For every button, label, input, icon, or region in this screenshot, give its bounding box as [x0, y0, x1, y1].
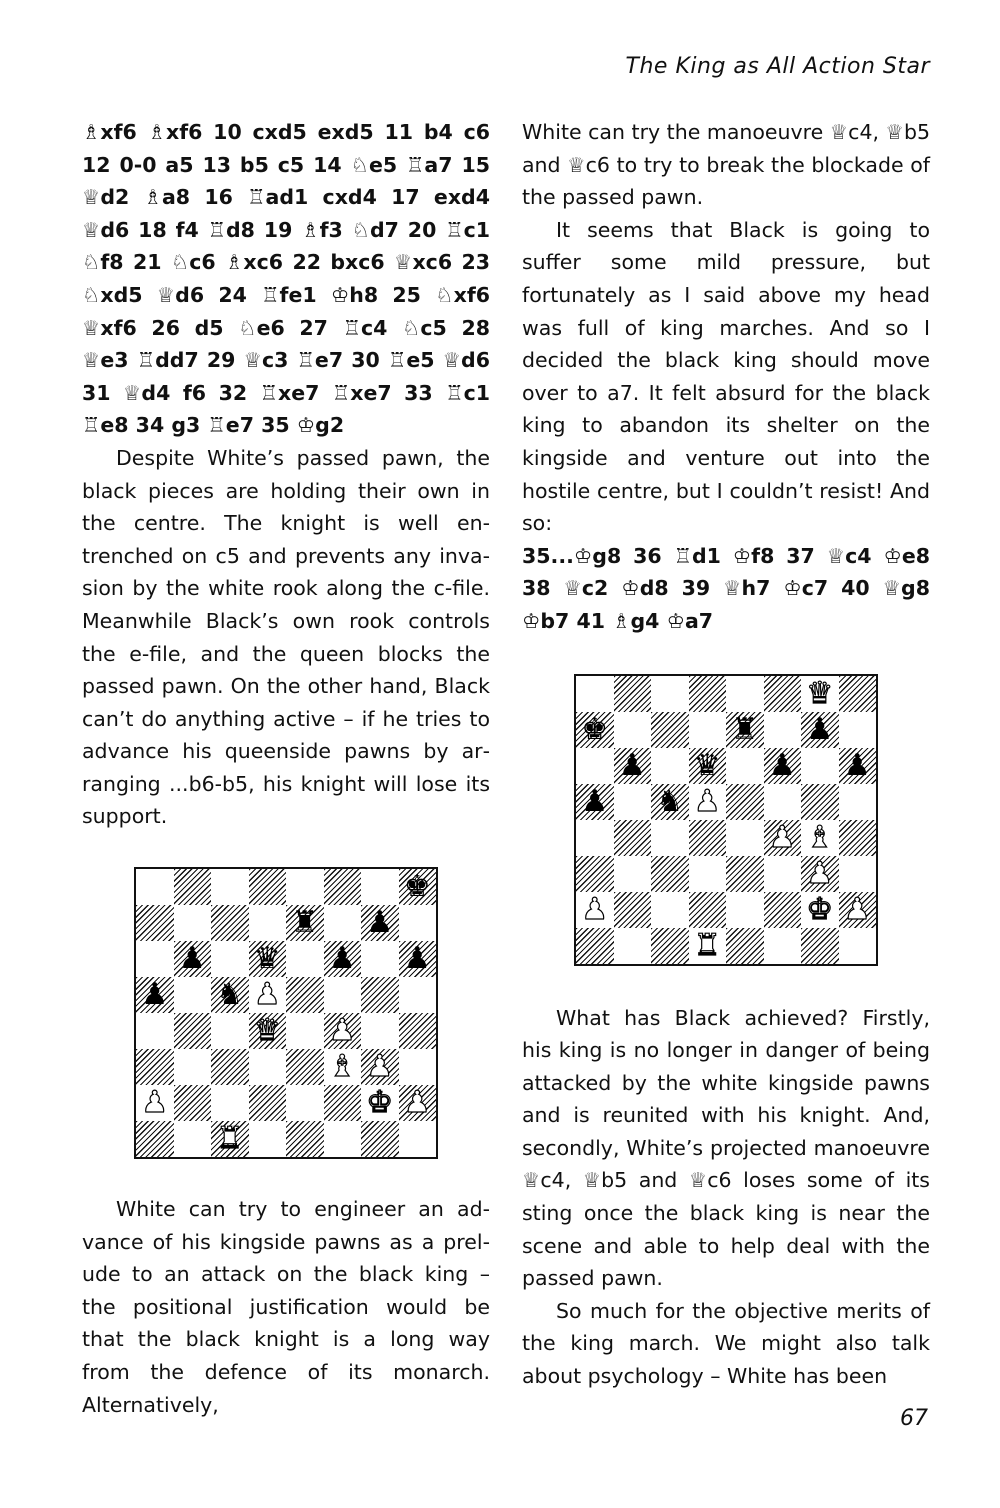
white-pawn-icon: ♟: [693, 783, 721, 819]
black-queen-icon: ♛: [693, 747, 721, 783]
board-square: [211, 1121, 249, 1157]
board-square: [651, 748, 689, 784]
white-queen-icon: ♛: [253, 1013, 281, 1049]
board-square: [136, 905, 174, 941]
board-square: [651, 928, 689, 964]
board-square: [764, 712, 802, 748]
white-pawn-icon: ♟: [581, 891, 609, 927]
board-square: [399, 1121, 437, 1157]
board-square: [324, 1121, 362, 1157]
white-pawn-icon: ♟: [366, 1049, 394, 1085]
paragraph-what-achieved: What has Black achieved? Firstly, his king is no longer in danger of being attacked by the white kingside pawns and is reunited with his knight. And, secondly, White’s projected manoeuvre ♕c4, ♕b5 and ♕c6 loses some of its sting once the black king is near the scene and able to help deal with the passed pawn.: [522, 1005, 930, 1291]
white-pawn-icon: ♟: [403, 1085, 431, 1121]
board-square: [324, 1013, 362, 1049]
board-square: [839, 784, 877, 820]
board-square: [324, 941, 362, 977]
board-square: [726, 784, 764, 820]
board-square: [249, 941, 287, 977]
board-square: [801, 820, 839, 856]
board-square: [726, 712, 764, 748]
board-square: [726, 820, 764, 856]
paragraph-mild-pressure: It seems that Black is going to suffer some mild pressure, but fortunately as I said above my head was full of king marches. And so I decided the black king should move over to a7. It felt absurd for the black king to abandon its shelter on the kingside and venture out into the hostile centre, but I couldn’t resist! And so:: [522, 217, 930, 536]
board-square: [801, 676, 839, 712]
running-head: The King as All Action Star: [625, 54, 930, 79]
board-square: [286, 977, 324, 1013]
board-square: [689, 820, 727, 856]
board-square: [614, 748, 652, 784]
black-pawn-icon: ♟: [403, 941, 431, 977]
black-pawn-icon: ♟: [843, 747, 871, 783]
board-square: [286, 941, 324, 977]
board-square: [249, 1085, 287, 1121]
board-square: [801, 784, 839, 820]
black-pawn-icon: ♟: [178, 941, 206, 977]
board-square: [651, 856, 689, 892]
board-square: [689, 748, 727, 784]
board-square: [839, 892, 877, 928]
black-king-icon: ♚: [403, 869, 431, 905]
board-square: [286, 1085, 324, 1121]
board-square: [614, 892, 652, 928]
white-pawn-icon: ♟: [806, 855, 834, 891]
board-square: [726, 676, 764, 712]
board-square: [689, 712, 727, 748]
white-pawn-icon: ♟: [768, 819, 796, 855]
white-rook-icon: ♜: [216, 1121, 244, 1157]
board-square: [136, 869, 174, 905]
board-square: [614, 856, 652, 892]
board-square: [211, 1085, 249, 1121]
board-square: [726, 748, 764, 784]
white-queen-icon: ♛: [806, 675, 834, 711]
board-square: [136, 1013, 174, 1049]
board-square: [764, 928, 802, 964]
board-square: [174, 977, 212, 1013]
board-square: [839, 676, 877, 712]
board-square: [361, 941, 399, 977]
right-column: [522, 116, 930, 1393]
game-moves-2: 35...♔g8 36 ♖d1 ♔f8 37 ♕c4 ♔e8 38 ♕c2 ♔d8 39 ♕h7 ♔c7 40 ♕g8 ♔b7 41 ♗g4 ♔a7: [522, 543, 930, 633]
board-square: [174, 905, 212, 941]
board-square: [614, 712, 652, 748]
board-square: [651, 820, 689, 856]
board-square: [689, 892, 727, 928]
board-square: [576, 856, 614, 892]
board-square: [286, 869, 324, 905]
board-square: [839, 856, 877, 892]
paragraph-psychology: So much for the objective merits of the king march. We might also talk about psychology – White has been: [522, 1298, 930, 1389]
board-square: [651, 712, 689, 748]
board-square: [839, 928, 877, 964]
left-column: [82, 116, 490, 1421]
board-square: [576, 892, 614, 928]
chess-diagram-2: [574, 674, 878, 966]
board-square: [286, 1013, 324, 1049]
board-square: [174, 1049, 212, 1085]
chess-diagram-1: [134, 867, 438, 1159]
board-square: [211, 941, 249, 977]
board-square: [614, 928, 652, 964]
board-square: [174, 941, 212, 977]
paragraph-manoeuvre: White can try the manoeuvre ♕c4, ♕b5 and ♕c6 to try to break the blockade of the passed pawn.: [522, 120, 930, 210]
board-square: [651, 676, 689, 712]
board-square: [136, 941, 174, 977]
board-square: [801, 856, 839, 892]
board-square: [651, 784, 689, 820]
page-number: 67: [900, 1406, 928, 1431]
black-queen-icon: ♛: [253, 941, 281, 977]
board-square: [764, 892, 802, 928]
white-pawn-icon: ♟: [253, 977, 281, 1013]
board-square: [361, 1013, 399, 1049]
board-square: [614, 784, 652, 820]
black-pawn-icon: ♟: [328, 941, 356, 977]
black-pawn-icon: ♟: [618, 747, 646, 783]
game-moves-1: ♗xf6 ♗xf6 10 cxd5 exd5 11 b4 c6 12 0-0 a5 13 b5 c5 14 ♘e5 ♖a7 15 ♕d2 ♗a8 16 ♖ad1 cxd4 17 exd4 ♕d6 18 f4 ♖d8 19 ♗f3 ♘d7 20 ♖c1 ♘f8 21 ♘c6 ♗xc6 22 bxc6 ♕xc6 23 ♘xd5 ♕d6 24 ♖fe1 ♔h8 25 ♘xf6 ♕xf6 26 d5 ♘e6 27 ♖c4 ♘c5 28 ♕e3 ♖dd7 29 ♕c3 ♖e7 30 ♖e5 ♕d6 31 ♕d4 f6 32 ♖xe7 ♖xe7 33 ♖c1 ♖e8 34 g3 ♖e7 35 ♔g2: [82, 120, 490, 438]
board-square: [211, 1013, 249, 1049]
board-square: [324, 1085, 362, 1121]
board-square: [726, 928, 764, 964]
board-square: [324, 1049, 362, 1085]
paragraph-white-can-engineer: White can try to engineer an advance of his kingside pawns as a prelude to an attack on the black king – the positional justification would be that the black knight is a long way from the defence of its monarch. Alternatively,: [82, 1197, 490, 1417]
board-square: [361, 1085, 399, 1121]
board-square: [614, 676, 652, 712]
board-square: [614, 820, 652, 856]
board-square: [249, 1121, 287, 1157]
board-square: [174, 1085, 212, 1121]
board-square: [726, 892, 764, 928]
board-square: [174, 869, 212, 905]
board-square: [399, 905, 437, 941]
board-square: [249, 1049, 287, 1085]
board-square: [324, 869, 362, 905]
board-square: [211, 1049, 249, 1085]
board-square: [249, 977, 287, 1013]
white-king-icon: ♚: [366, 1085, 394, 1121]
board-square: [839, 712, 877, 748]
board-square: [576, 676, 614, 712]
board-square: [136, 1049, 174, 1085]
board-square: [211, 869, 249, 905]
black-rook-icon: ♜: [291, 905, 319, 941]
white-rook-icon: ♜: [693, 927, 721, 963]
board-square: [286, 1049, 324, 1085]
black-pawn-icon: ♟: [141, 977, 169, 1013]
board-square: [174, 1121, 212, 1157]
board-square: [399, 869, 437, 905]
board-square: [689, 676, 727, 712]
paragraph-despite: Despite White’s passed pawn, the black pieces are holding their own in the centre. The knight is well entrenched on c5 and prevents any invasion by the white rook along the c-file. Meanwhile Black’s own rook controls the e-file, and the queen blocks the passed pawn. On the other hand, Black can’t do anything active – if he tries to advance his queenside pawns by arranging ...b6-b5, his knight will lose its support.: [82, 445, 490, 829]
board-square: [764, 856, 802, 892]
board-square: [689, 856, 727, 892]
board-square: [361, 1121, 399, 1157]
board-square: [174, 1013, 212, 1049]
board-square: [801, 748, 839, 784]
black-pawn-icon: ♟: [806, 711, 834, 747]
board-square: [839, 820, 877, 856]
white-king-icon: ♚: [806, 891, 834, 927]
board-square: [249, 869, 287, 905]
board-square: [651, 892, 689, 928]
board-square: [211, 905, 249, 941]
black-pawn-icon: ♟: [366, 905, 394, 941]
white-pawn-icon: ♟: [328, 1013, 356, 1049]
board-square: [764, 784, 802, 820]
board-square: [136, 1121, 174, 1157]
board-square: [211, 977, 249, 1013]
board-square: [801, 928, 839, 964]
board-square: [361, 977, 399, 1013]
board-square: [286, 905, 324, 941]
board-square: [839, 748, 877, 784]
black-knight-icon: ♞: [216, 977, 244, 1013]
white-pawn-icon: ♟: [141, 1085, 169, 1121]
board-square: [399, 1085, 437, 1121]
black-pawn-icon: ♟: [768, 747, 796, 783]
board-square: [399, 1049, 437, 1085]
black-knight-icon: ♞: [656, 783, 684, 819]
board-square: [136, 977, 174, 1013]
board-square: [399, 941, 437, 977]
board-square: [324, 977, 362, 1013]
board-square: [576, 820, 614, 856]
black-king-icon: ♚: [581, 711, 609, 747]
board-square: [801, 892, 839, 928]
board-square: [399, 1013, 437, 1049]
board-square: [764, 820, 802, 856]
board-square: [361, 905, 399, 941]
board-square: [249, 1013, 287, 1049]
board-square: [689, 928, 727, 964]
black-pawn-icon: ♟: [581, 783, 609, 819]
white-bishop-icon: ♝: [328, 1049, 356, 1085]
board-square: [324, 905, 362, 941]
board-square: [136, 1085, 174, 1121]
board-square: [576, 748, 614, 784]
board-square: [689, 784, 727, 820]
board-square: [764, 676, 802, 712]
board-square: [576, 712, 614, 748]
board-square: [576, 928, 614, 964]
white-bishop-icon: ♝: [806, 819, 834, 855]
board-square: [726, 856, 764, 892]
black-rook-icon: ♜: [731, 711, 759, 747]
board-square: [399, 977, 437, 1013]
board-square: [286, 1121, 324, 1157]
board-square: [361, 1049, 399, 1085]
board-square: [249, 905, 287, 941]
board-square: [801, 712, 839, 748]
board-square: [764, 748, 802, 784]
board-square: [576, 784, 614, 820]
board-square: [361, 869, 399, 905]
white-pawn-icon: ♟: [843, 891, 871, 927]
